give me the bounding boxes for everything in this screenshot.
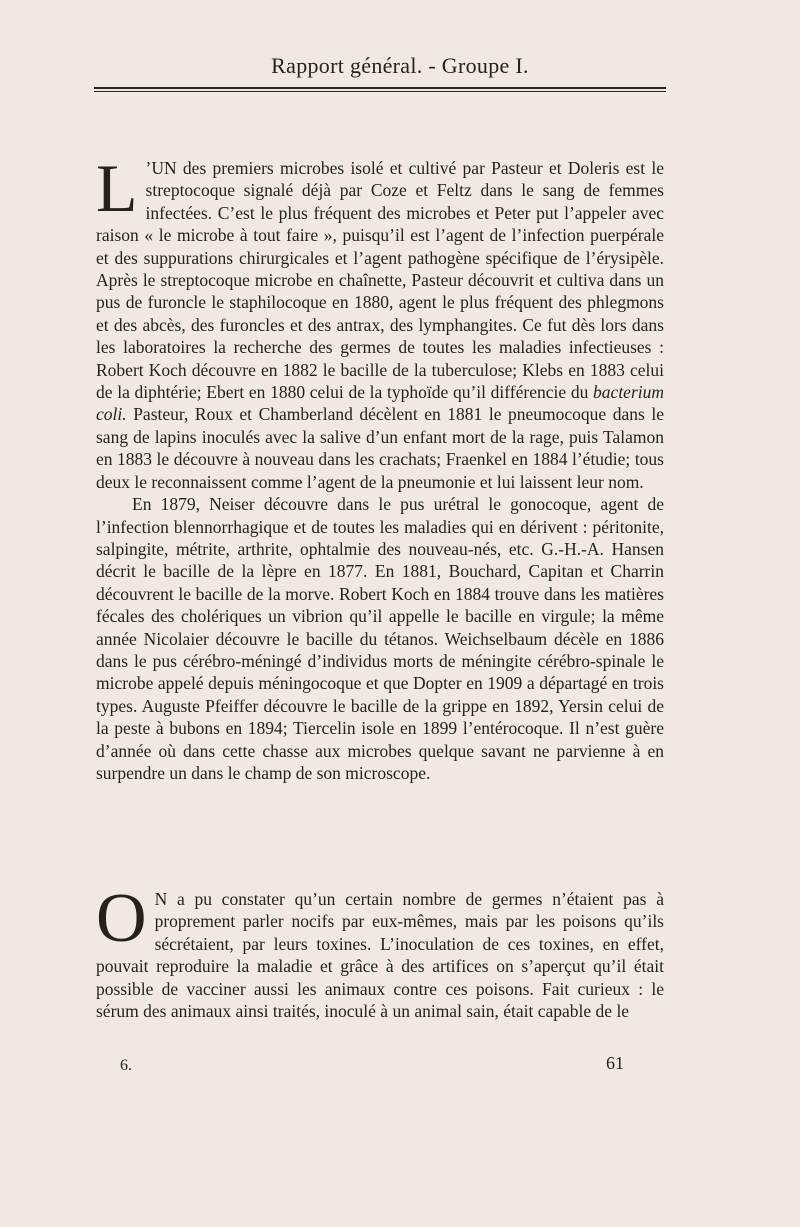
paragraph-3-text: N a pu constater qu’un certain nombre de germes n’étaient pas à proprement parler nocifs par eux-mêmes, mais par les poisons qu’ils sécrétaient, par leurs toxines. L’inoculation de ces toxines, en effet, pouvait reproduire la maladie et grâce à des artifices on s’aperçut qu’il était possible de vacciner aussi les animaux contre ces poisons. Fait curieux : le sérum des animaux ainsi traités, inoculé à un animal sain, était capable de le	[96, 889, 664, 1022]
header-rule	[94, 87, 666, 92]
signature-mark: 6.	[120, 1057, 132, 1074]
paragraph-1-end: Pasteur, Roux et Chamberland décèlent en 1881 le pneumocoque dans le sang de lapins inoculés avec la salive d’un enfant mort de la rage, puis Talamon en 1883 le découvre à nouveau dans les crachats; Fraenkel en 1884 l’étudie; tous deux le reconnaissent comme l’agent de la pneumonie et lui laissent leur nom.	[96, 404, 665, 492]
paragraph-3	[96, 880, 664, 1022]
paragraph-2: En 1879, Neiser découvre dans le pus urétral le gonocoque, agent de l’infection blennorrhagique et de toutes les maladies qui en dérivent : péritonite, salpingite, métrite, arthrite, ophtalmie des nouveau-nés, etc. G.-H.-A. Hansen décrit le bacille de la lèpre en 1877. En 1881, Bouchard, Capitan et Charrin découvrent le bacille de la morve. Robert Koch en 1884 trouve dans les matières fécales des cholériques un vibrion qu’il appelle le bacille en virgule; la même année Nicolaier découvre le bacille du tétanos. Weichselbaum décèle en 1886 dans le pus cérébro-méningé d’individus morts de méningite cérébro-spinale le microbe appelé depuis méningocoque et que Dopter en 1909 a départagé en trois types. Auguste Pfeiffer découvre le bacille de la grippe en 1892, Yersin celui de la peste à bubons en 1894; Tiercelin isole en 1899 l’entérocoque. Il n’est guère d’année où dans cette chasse aux microbes quelque savant ne parvienne à en surpendre un dans le champ de son microscope.	[96, 494, 664, 783]
drop-cap-l: L	[96, 150, 138, 226]
running-header: Rapport général. - Groupe I.	[271, 53, 529, 78]
paragraph-1-start: ’UN des premiers microbes isolé et cultivé par Pasteur et Doleris est le streptocoque signalé déjà par Coze et Feltz dans le sang de femmes infectées. C’est le plus fréquent des microbes et Peter put l’appeler avec raison « le microbe à tout faire », puisqu’il est l’agent de l’infection puerpérale et des suppurations chirurgicales et l’agent pathogène spécifique de l’érysipèle. Après le streptocoque microbe en chaînette, Pasteur découvrit et cultiva dans un pus de furoncle le staphilocoque en 1880, agent le plus fréquent des phlegmons et des abcès, des furoncles et des antrax, des lymphangites. Ce fut dès lors dans les laboratoires la recherche des germes de toutes les maladies infectieuses : Robert Koch découvre en 1882 le bacille de la tuberculose; Klebs en 1883 celui de la diphtérie; Ebert en 1880 celui de la typhoïde qu’il différencie du	[96, 158, 664, 403]
section-2	[96, 880, 664, 1022]
paragraph-1	[96, 150, 665, 493]
drop-cap-o: O	[96, 880, 147, 957]
section-1	[96, 150, 665, 784]
page-number: 61	[606, 1053, 624, 1073]
italic-term: bacterium coli.	[96, 382, 665, 425]
